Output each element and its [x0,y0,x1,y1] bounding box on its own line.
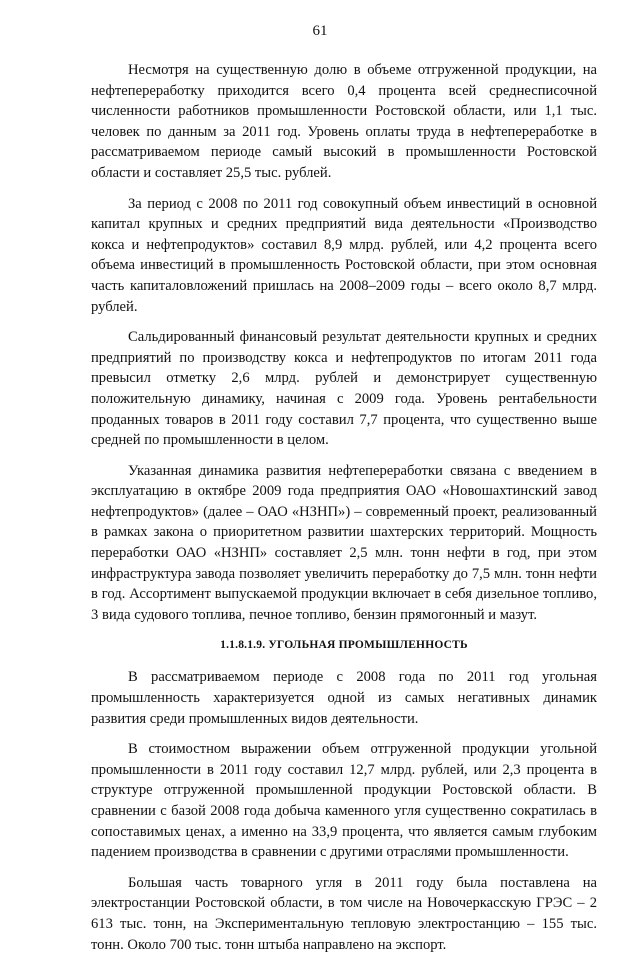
paragraph-oil-refining-investment: За период с 2008 по 2011 год совокупный объем инвестиций в основной капитал крупных и средних предприятий вида деятельности «Производство кокса и нефтепродуктов» составил 8,9 млрд. рублей, или 4,2 процента всего объема инвестиций в промышленность Ростовской области, при этом основная часть капиталовложений пришлась на 2008–2009 годы – всего около 8,7 млрд. рублей. [91,195,597,315]
page-body [91,60,597,965]
paragraph-oil-refining-employment: Несмотря на существенную долю в объеме отгруженной продукции, на нефтепереработку приходится всего 0,4 процента всей среднесписочной численности работников промышленности Ростовской области, или 1,1 тыс. человек по данным за 2011 год. Уровень оплаты труда в нефтепереработке в рассматриваемом периоде самый высокий в промышленности Ростовской области и составляет 25,5 тыс. рублей. [91,62,597,181]
section-heading-coal-industry: 1.1.8.1.9. УГОЛЬНАЯ ПРОМЫШЛЕННОСТЬ [220,639,468,652]
paragraph-coal-supply: Большая часть товарного угля в 2011 году была поставлена на электростанции Ростовской области, в том числе на Новочеркасскую ГРЭС – 2 613 тыс. тонн, на Экспериментальную тепловую электростанцию – 155 тыс. тонн. Около 700 тыс. тонн штыба направлено на экспорт. [91,874,597,953]
paragraph-oil-refining-financial-result: Сальдированный финансовый результат деятельности крупных и средних предприятий по производству кокса и нефтепродуктов по итогам 2011 года превысил отметку 2,6 млрд. рублей и демонстрирует существенную положительную динамику, начиная с 2009 года. Уровень рентабельности проданных товаров в 2011 году составил 7,7 процента, что существенно выше средней по промышленности в целом. [91,329,597,449]
page-number: 61 [312,23,328,39]
paragraph-coal-shipment-value: В стоимостном выражении объем отгруженной продукции угольной промышленности в 2011 году составил 12,7 млрд. рублей, или 2,3 процента в структуре отгруженной промышленной продукции Ростовской области. В сравнении с базой 2008 года добыча каменного угля существенно сократилась в сопоставимых ценах, а именно на 33,9 процента, что является самым глубоким падением производства в сравнении с другими отраслями промышленности. [91,741,597,861]
paragraph-oil-refining-nznp: Указанная динамика развития нефтепереработки связана с введением в эксплуатацию в октябре 2009 года предприятия ОАО «Новошахтинский завод нефтепродуктов» (далее – ОАО «НЗНП») – современный проект, реализованный в рамках закона о приоритетном развитии шахтерских территорий. Мощность переработки ОАО «НЗНП» составляет 2,5 млн. тонн нефти в год, при этом инфраструктура завода позволяет увеличить переработку до 7,5 млн. тонн нефти в год. Ассортимент выпускаемой продукции включает в себя дизельное топливо, 3 вида судового топлива, печное топливо, бензин прямогонный и мазут. [91,462,597,623]
paragraph-coal-dynamics: В рассматриваемом периоде с 2008 года по 2011 год угольная промышленность характеризуется одной из самых негативных динамик развития среди промышленных видов деятельности. [91,669,597,727]
